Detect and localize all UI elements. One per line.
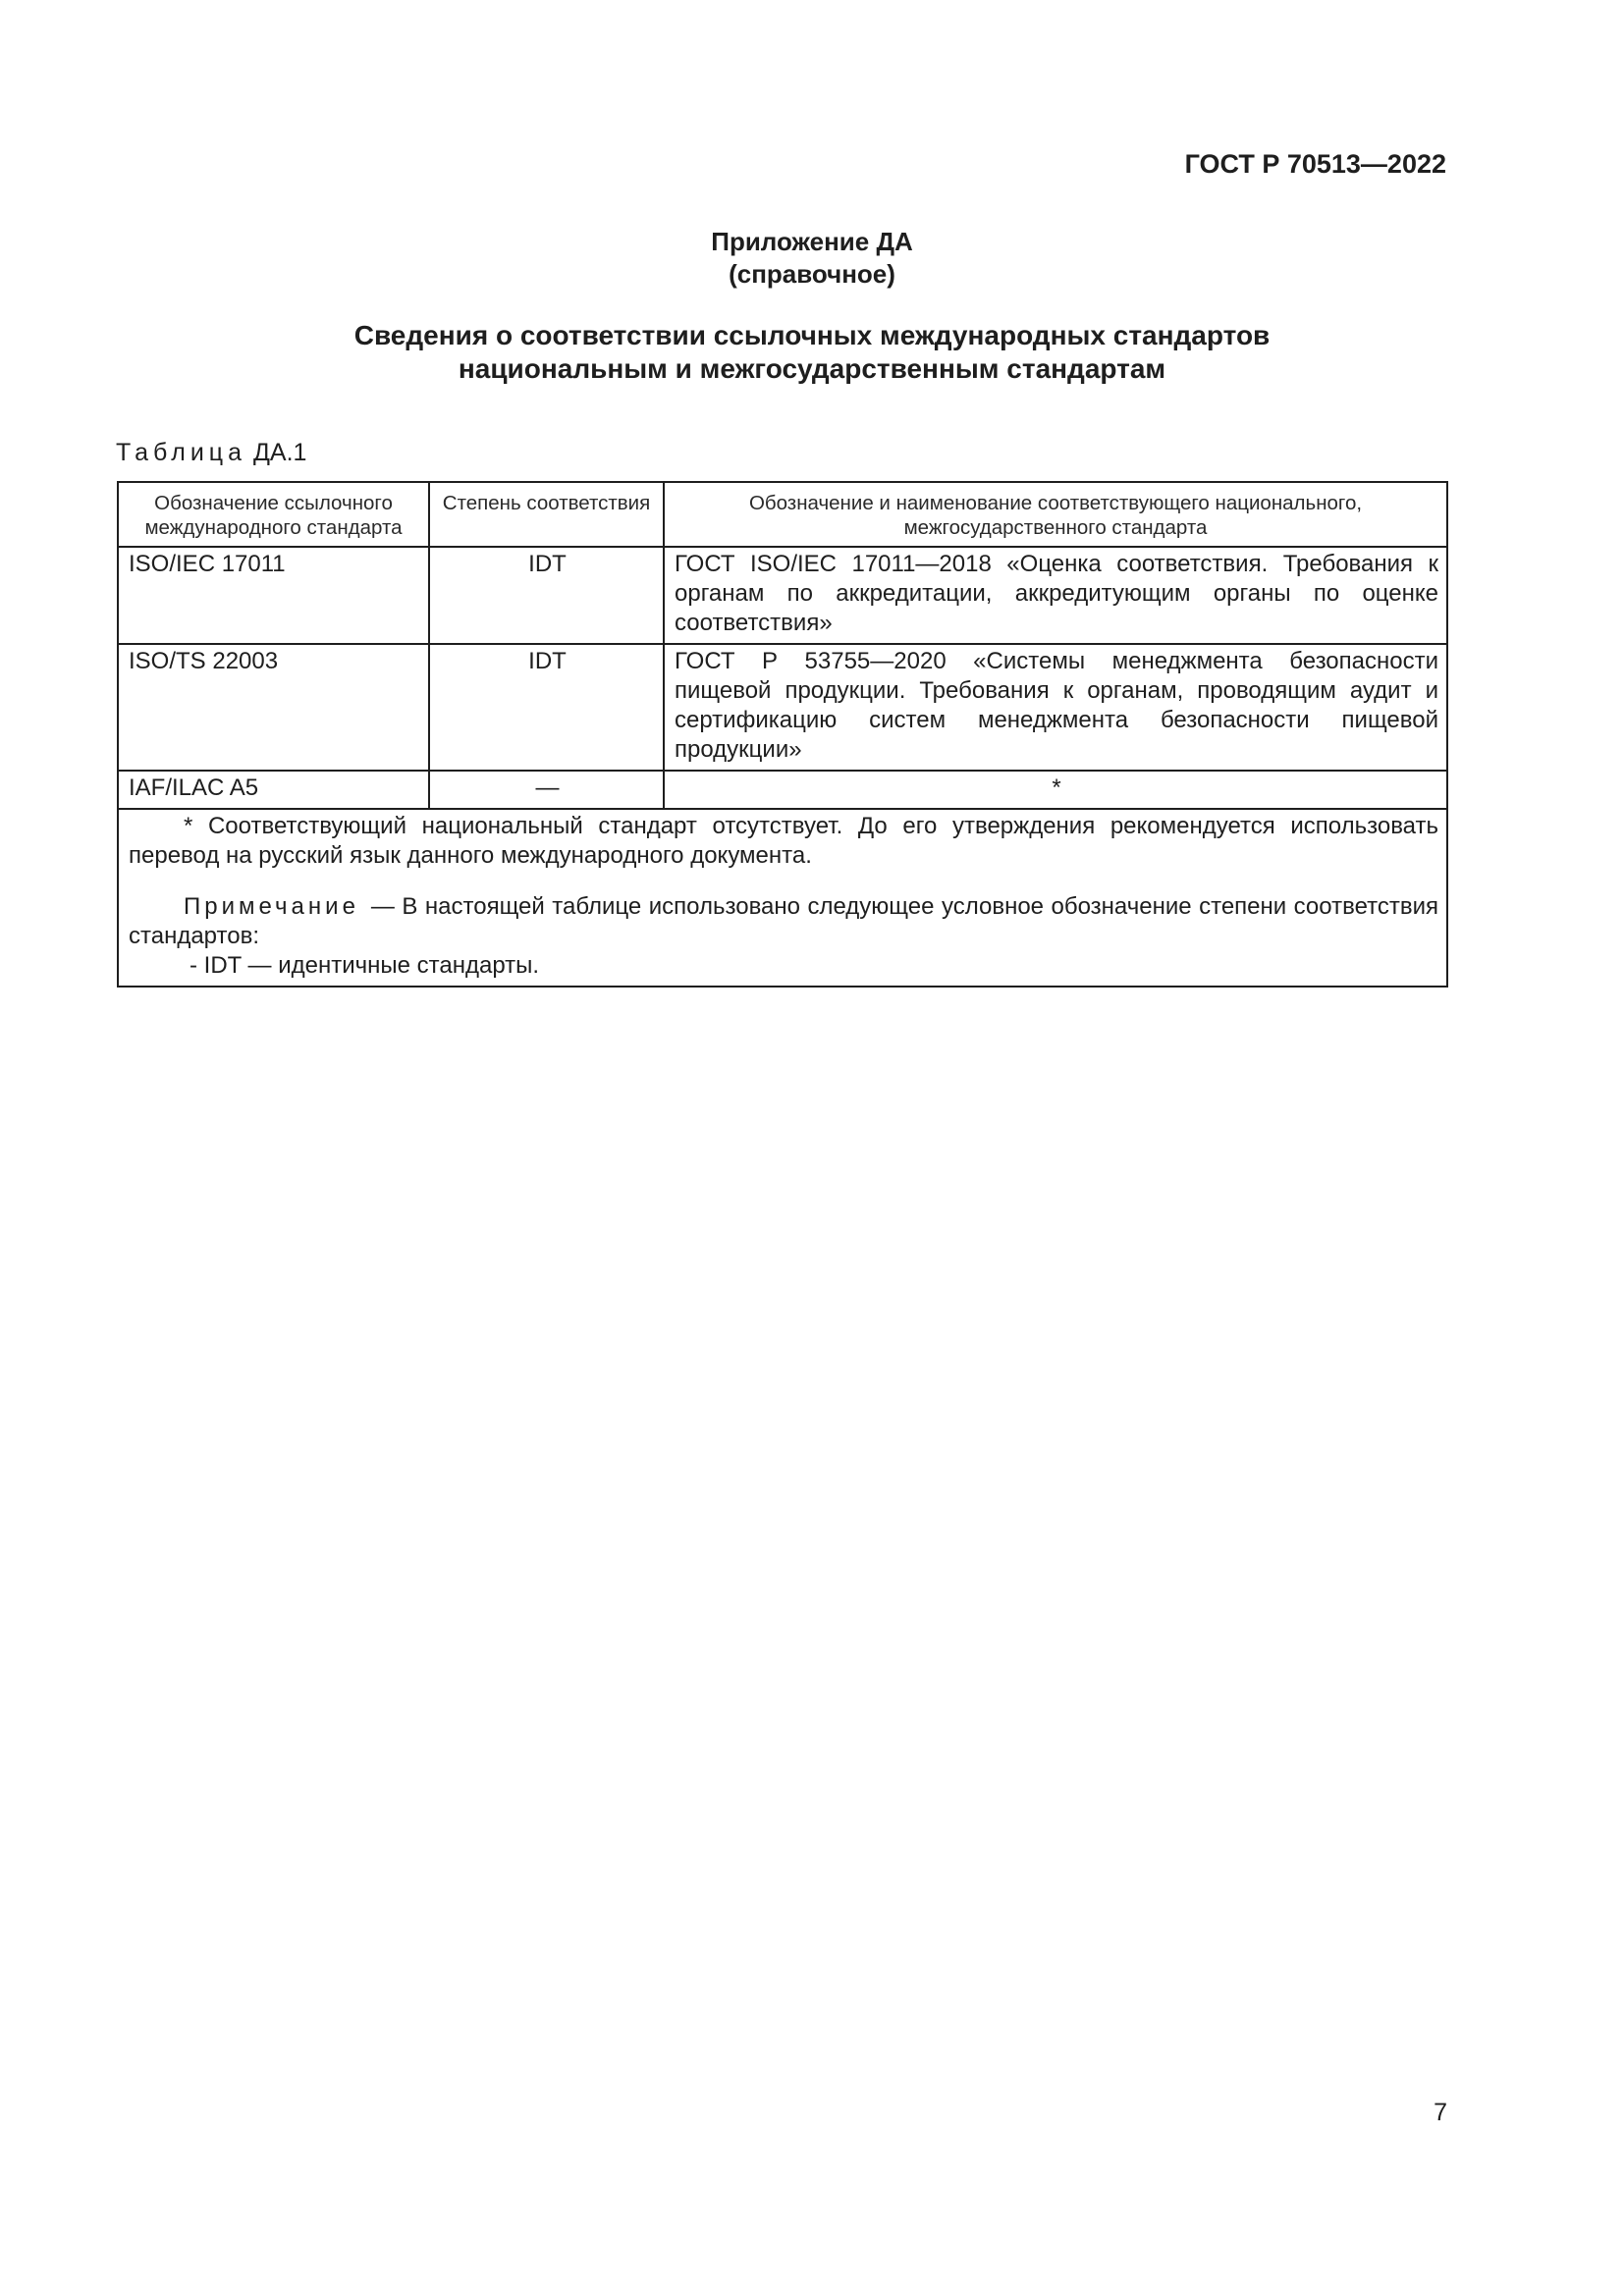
cell-international-standard: IAF/ILAC A5	[118, 771, 429, 809]
cell-national-standard: ГОСТ Р 53755—2020 «Системы менеджмента безопасности пищевой продукции. Требования к органам, проводящим аудит и сертификацию систем менеджмента безопасности пищевой продукции»	[664, 644, 1447, 771]
cell-international-standard: ISO/IEC 17011	[118, 547, 429, 644]
note-label: Примечание	[184, 893, 359, 920]
heading-line-1: Сведения о соответствии ссылочных международных стандартов	[353, 320, 1271, 350]
appendix-label: Приложение ДА	[711, 227, 913, 256]
cell-degree: IDT	[429, 644, 664, 771]
footnote: * Соответствующий национальный стандарт отсутствует. До его утверждения рекомендуется использовать перевод на русский язык данного международного документа.	[129, 813, 1438, 869]
heading-line-2: национальным и межгосударственным стандартам	[458, 353, 1166, 384]
document-code: ГОСТ Р 70513—2022	[1184, 149, 1446, 179]
page-number: 7	[1434, 2099, 1447, 2126]
column-header-national: Обозначение и наименование соответствующего национального, межгосударственного стандарта	[664, 482, 1447, 547]
table-caption-number: ДА.1	[252, 439, 307, 466]
column-header-international: Обозначение ссылочного международного стандарта	[118, 482, 429, 547]
standards-table	[117, 481, 1448, 988]
table-row	[118, 547, 1447, 644]
cell-national-standard: ГОСТ ISO/IEC 17011—2018 «Оценка соответствия. Требования к органам по аккредитации, аккредитующим органы по оценке соответствия»	[664, 547, 1447, 644]
section-heading	[0, 319, 1624, 386]
appendix-type: (справочное)	[729, 259, 895, 289]
cell-degree: —	[429, 771, 664, 809]
note	[129, 892, 1438, 951]
table-row	[118, 644, 1447, 771]
cell-degree: IDT	[429, 547, 664, 644]
table-caption-word: Таблица	[116, 439, 247, 466]
table-footer-row	[118, 809, 1447, 987]
cell-international-standard: ISO/TS 22003	[118, 644, 429, 771]
cell-national-standard: *	[664, 771, 1447, 809]
table-row	[118, 771, 1447, 809]
appendix-title	[0, 226, 1624, 291]
table-header-row	[118, 482, 1447, 547]
note-item: - IDT — идентичные стандарты.	[189, 952, 540, 979]
note-text: — В настоящей таблице использовано следующее условное обозначение степени соответствия стандартов:	[129, 893, 1438, 949]
column-header-degree: Степень соответствия	[429, 482, 664, 547]
table-footer-cell	[118, 809, 1447, 987]
table-caption	[116, 439, 306, 467]
